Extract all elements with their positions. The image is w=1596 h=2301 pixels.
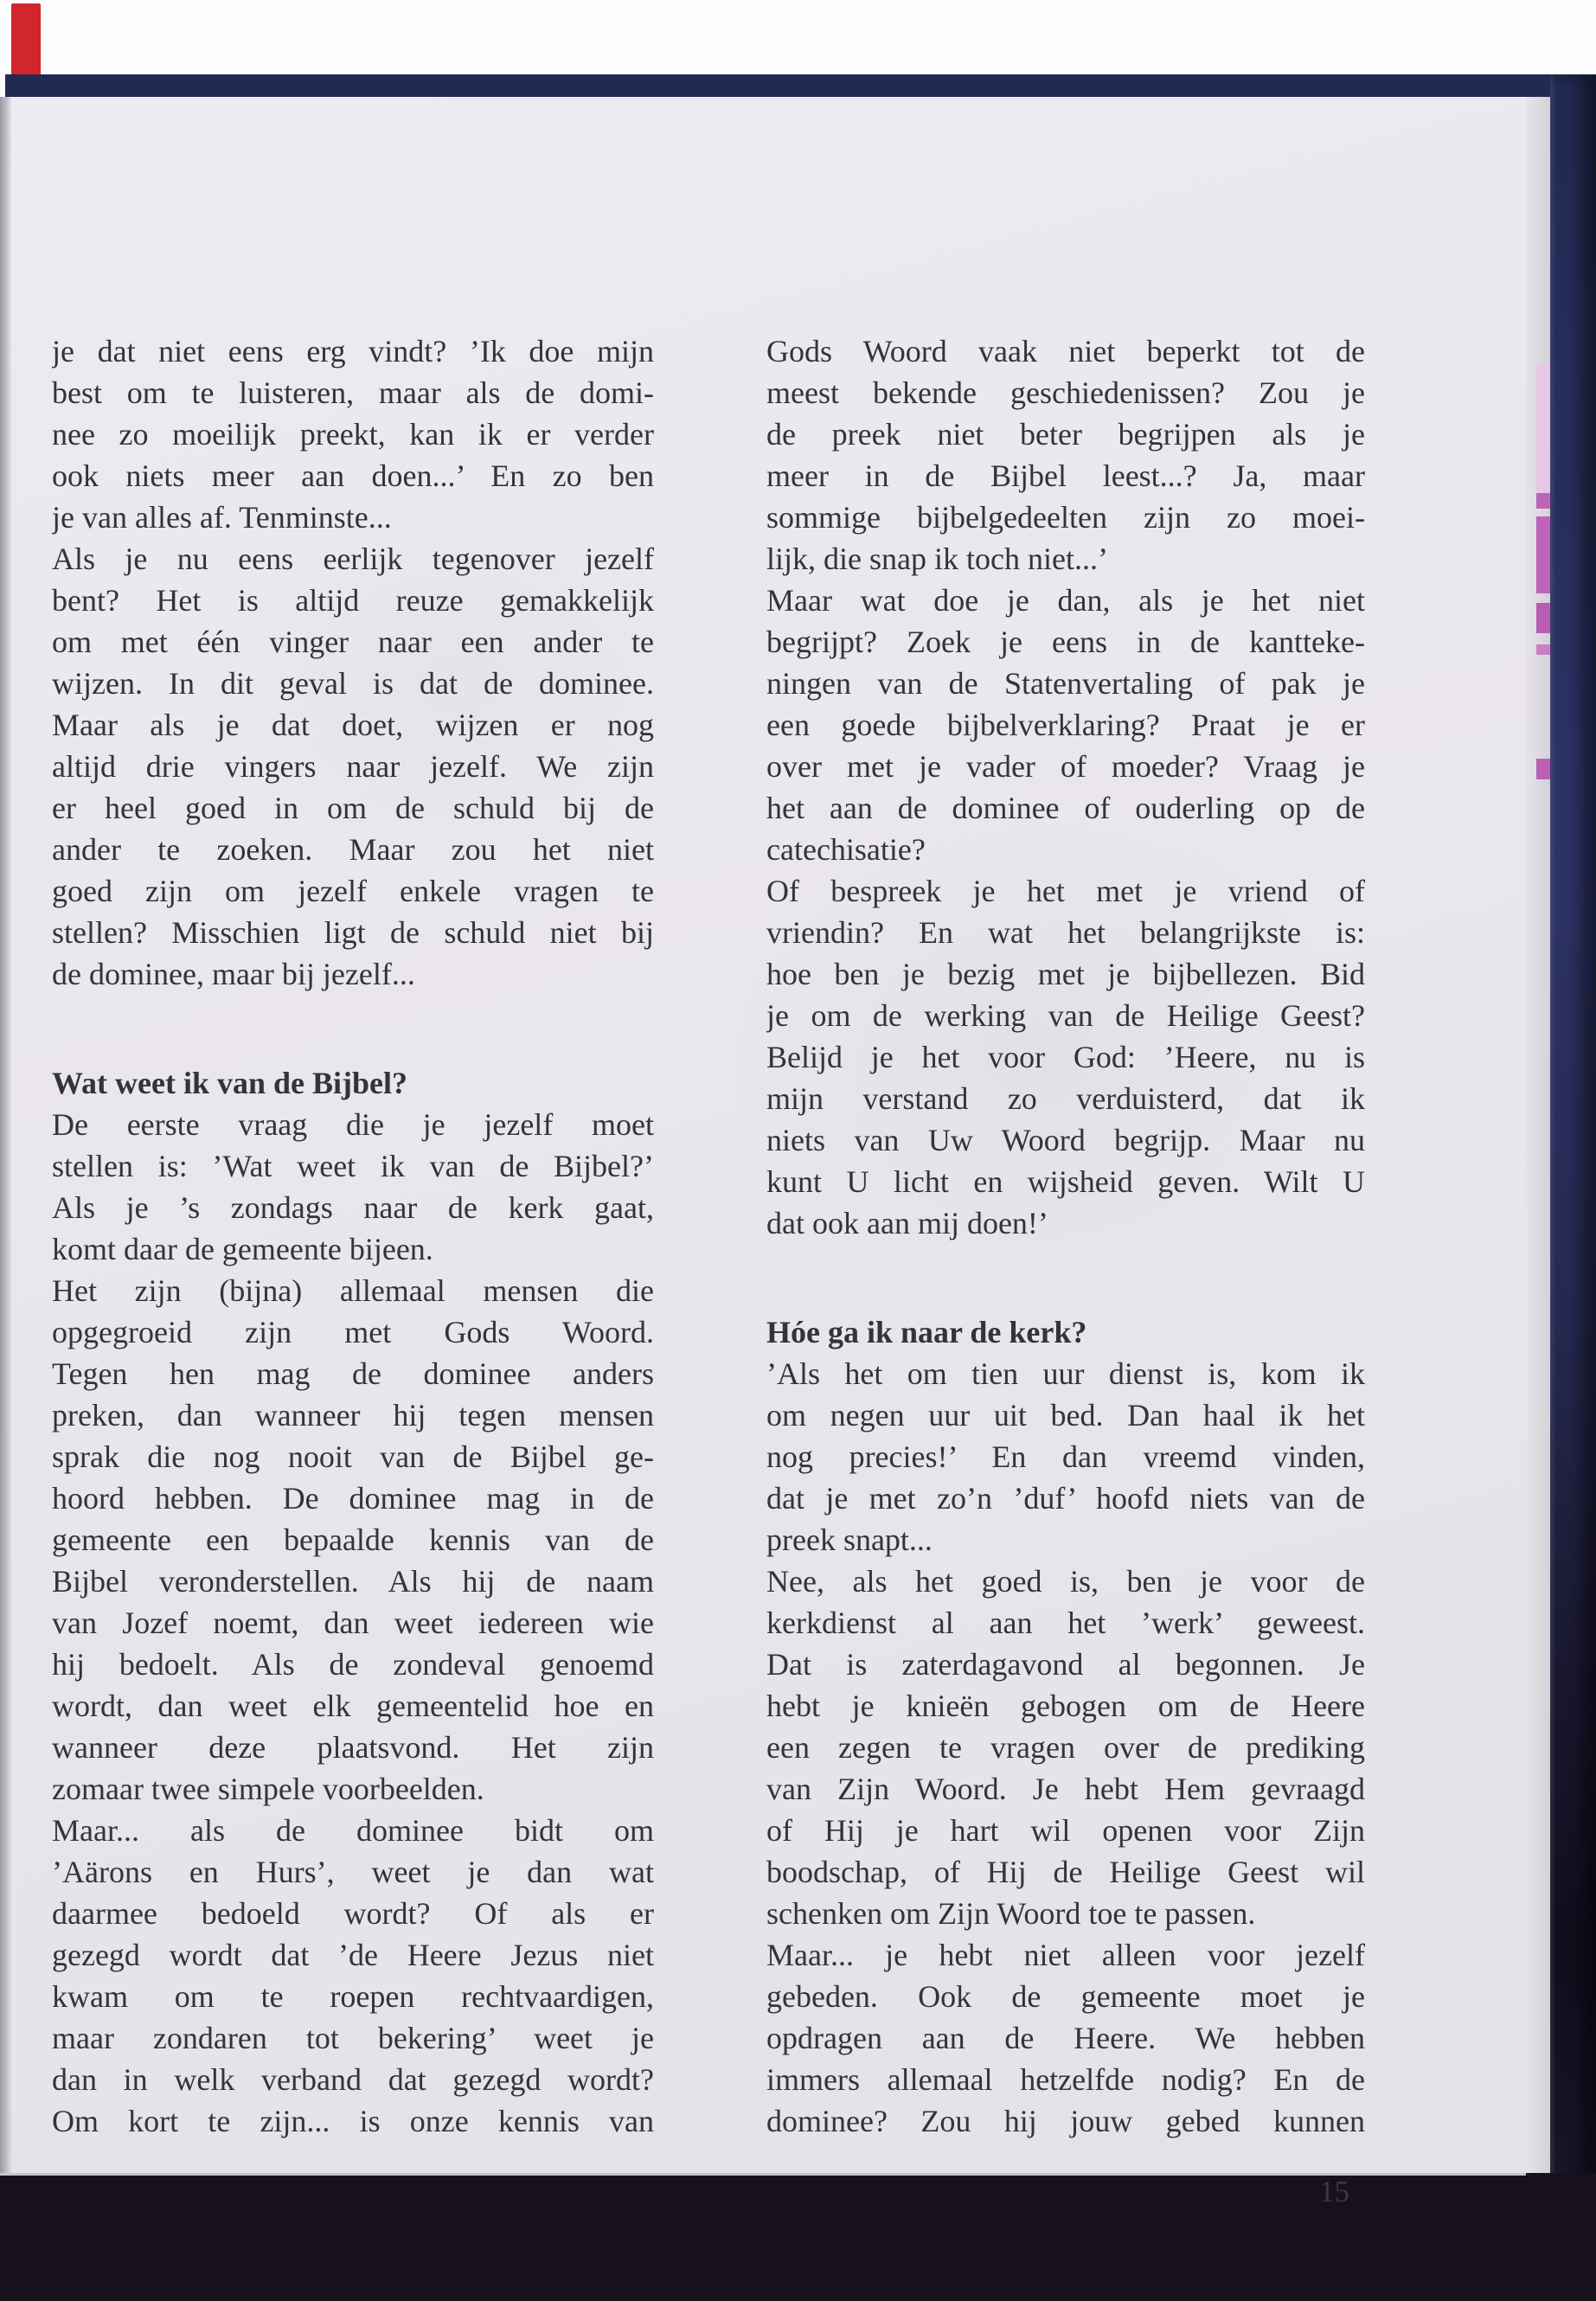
text-line: een zegen te vragen over de prediking [766, 1730, 1365, 1765]
book-cover-top-edge [5, 74, 1596, 99]
fore-edge-mark [1536, 603, 1550, 633]
text-line: een goede bijbelverklaring? Praat je er [766, 708, 1365, 742]
text-line: immers allemaal hetzelfde nodig? En de [766, 2062, 1365, 2097]
text-line: komt daar de gemeente bijeen. [52, 1232, 433, 1266]
section-heading: Hóe ga ik naar de kerk? [766, 1315, 1087, 1349]
paragraph-block [766, 330, 1365, 1244]
text-line: wordt, dan weet elk gemeentelid hoe en [52, 1689, 654, 1723]
fore-edge-mark [1536, 644, 1550, 655]
page-number: 15 [1319, 2175, 1349, 2208]
text-line: goed zijn om jezelf enkele vragen te [52, 874, 654, 908]
text-line: Maar wat doe je dan, als je het niet [766, 583, 1365, 618]
text-line: mijn verstand zo verduisterd, dat ik [766, 1081, 1365, 1116]
text-line: nog precies!’ En dan vreemd vinden, [766, 1439, 1365, 1474]
text-line: ’Aärons en Hurs’, weet je dan wat [52, 1855, 654, 1889]
page-left-edge-shadow [0, 97, 12, 2173]
text-line: begrijpt? Zoek je eens in de kantteke- [766, 625, 1365, 659]
text-line: opdragen aan de Heere. We hebben [766, 2021, 1365, 2055]
text-line: meest bekende geschiedenissen? Zou je [766, 375, 1365, 410]
text-line: preken, dan wanneer hij tegen mensen [52, 1398, 654, 1433]
text-line: om negen uur uit bed. Dan haal ik het [766, 1398, 1365, 1433]
text-line: dat je met zo’n ’duf’ hoofd niets van de [766, 1481, 1365, 1516]
text-line: over met je vader of moeder? Vraag je [766, 749, 1365, 784]
paragraph-block [766, 1353, 1365, 2142]
text-line: maar zondaren tot bekering’ weet je [52, 2021, 654, 2055]
fore-edge-mark [1536, 516, 1550, 593]
text-line: Maar... als de dominee bidt om [52, 1813, 654, 1848]
fore-edge-mark [1536, 493, 1550, 509]
text-line: kerkdienst al aan het ’werk’ geweest. [766, 1606, 1365, 1640]
text-line: lijk, die snap ik toch niet...’ [766, 542, 1108, 576]
fore-edge-mark [1536, 363, 1550, 493]
text-line: hij bedoelt. Als de zondeval genoemd [52, 1647, 654, 1682]
text-line: boodschap, of Hij de Heilige Geest wil [766, 1855, 1365, 1889]
text-line: ook niets meer aan doen...’ En zo ben [52, 458, 654, 493]
text-line: dominee? Zou hij jouw gebed kunnen [766, 2104, 1365, 2138]
text-line: stellen? Misschien ligt de schuld niet bij [52, 915, 654, 950]
paragraph-block [52, 1104, 654, 2142]
text-line: Tegen hen mag de dominee anders [52, 1356, 654, 1391]
text-line: Maar als je dat doet, wijzen er nog [52, 708, 654, 742]
text-line: hebt je knieën gebogen om de Heere [766, 1689, 1365, 1723]
text-line: preek snapt... [766, 1522, 933, 1557]
text-line: Gods Woord vaak niet beperkt tot de [766, 334, 1365, 369]
text-line: om met één vinger naar een ander te [52, 625, 654, 659]
text-line: Dat is zaterdagavond al begonnen. Je [766, 1647, 1365, 1682]
text-line: je van alles af. Tenminste... [52, 500, 392, 535]
text-line: Bijbel veronderstellen. Als hij de naam [52, 1564, 654, 1599]
text-line: daarmee bedoeld wordt? Of als er [52, 1896, 654, 1931]
text-line: je dat niet eens erg vindt? ’Ik doe mijn [52, 334, 654, 369]
text-line: sprak die nog nooit van de Bijbel ge- [52, 1439, 654, 1474]
text-line: de dominee, maar bij jezelf... [52, 957, 415, 991]
text-line: Maar... je hebt niet alleen voor jezelf [766, 1938, 1365, 1972]
text-line: gezegd wordt dat ’de Heere Jezus niet [52, 1938, 654, 1972]
text-line: sommige bijbelgedeelten zijn zo moei- [766, 500, 1365, 535]
text-line: Nee, als het goed is, ben je voor de [766, 1564, 1365, 1599]
text-line: zomaar twee simpele voorbeelden. [52, 1772, 484, 1806]
text-line: Als je ’s zondags naar de kerk gaat, [52, 1190, 654, 1225]
text-line: niets van Uw Woord begrijp. Maar nu [766, 1123, 1365, 1157]
text-line: Als je nu eens eerlijk tegenover jezelf [52, 542, 654, 576]
text-line: dan in welk verband dat gezegd wordt? [52, 2062, 654, 2097]
text-line: stellen is: ’Wat weet ik van de Bijbel?’ [52, 1149, 654, 1183]
text-line: best om te luisteren, maar als de domi- [52, 375, 654, 410]
text-line: Het zijn (bijna) allemaal mensen die [52, 1273, 654, 1308]
column-right [766, 330, 1365, 2142]
text-line: Om kort te zijn... is onze kennis van [52, 2104, 654, 2138]
paragraph-block [52, 330, 654, 995]
text-line: ander te zoeken. Maar zou het niet [52, 832, 654, 867]
text-line: het aan de dominee of ouderling op de [766, 791, 1365, 825]
text-line: wijzen. In dit geval is dat de dominee. [52, 666, 654, 701]
page-fore-edge [1526, 97, 1550, 2173]
text-line: dat ook aan mij doen!’ [766, 1206, 1048, 1240]
text-line: bent? Het is altijd reuze gemakkelijk [52, 583, 654, 618]
text-line: gebeden. Ook de gemeente moet je [766, 1979, 1365, 2014]
text-line: van Zijn Woord. Je hebt Hem gevraagd [766, 1772, 1365, 1806]
text-line: er heel goed in om de schuld bij de [52, 791, 654, 825]
text-line: nee zo moeilijk preekt, kan ik er verder [52, 417, 654, 452]
text-line: opgegroeid zijn met Gods Woord. [52, 1315, 654, 1349]
text-line: van Jozef noemt, dan weet iedereen wie [52, 1606, 654, 1640]
book-cover-right-edge [1550, 74, 1596, 2301]
text-line: de preek niet beter begrijpen als je [766, 417, 1365, 452]
book-page [0, 97, 1526, 2208]
text-line: wanneer deze plaatsvond. Het zijn [52, 1730, 654, 1765]
text-line: Belijd je het voor God: ’Heere, nu is [766, 1040, 1365, 1074]
text-line: ningen van de Statenvertaling of pak je [766, 666, 1365, 701]
text-line: hoord hebben. De dominee mag in de [52, 1481, 654, 1516]
text-line: meer in de Bijbel leest...? Ja, maar [766, 458, 1365, 493]
text-line: vriendin? En wat het belangrijkste is: [766, 915, 1365, 950]
text-line: ’Als het om tien uur dienst is, kom ik [766, 1356, 1365, 1391]
book-cover-bottom-edge [0, 2173, 1596, 2301]
column-left [52, 330, 654, 2142]
text-line: kwam om te roepen rechtvaardigen, [52, 1979, 654, 2014]
fore-edge-mark [1536, 759, 1550, 779]
text-line: je om de werking van de Heilige Geest? [766, 998, 1365, 1033]
text-line: kunt U licht en wijsheid geven. Wilt U [766, 1164, 1365, 1199]
text-line: altijd drie vingers naar jezelf. We zijn [52, 749, 654, 784]
text-line: catechisatie? [766, 832, 926, 867]
text-line: Of bespreek je het met je vriend of [766, 874, 1365, 908]
text-line: hoe ben je bezig met je bijbellezen. Bid [766, 957, 1365, 991]
section-heading: Wat weet ik van de Bijbel? [52, 1066, 407, 1100]
text-line: gemeente een bepaalde kennis van de [52, 1522, 654, 1557]
text-line: schenken om Zijn Woord toe te passen. [766, 1896, 1256, 1931]
text-line: De eerste vraag die je jezelf moet [52, 1107, 654, 1142]
text-line: of Hij je hart wil openen voor Zijn [766, 1813, 1365, 1848]
